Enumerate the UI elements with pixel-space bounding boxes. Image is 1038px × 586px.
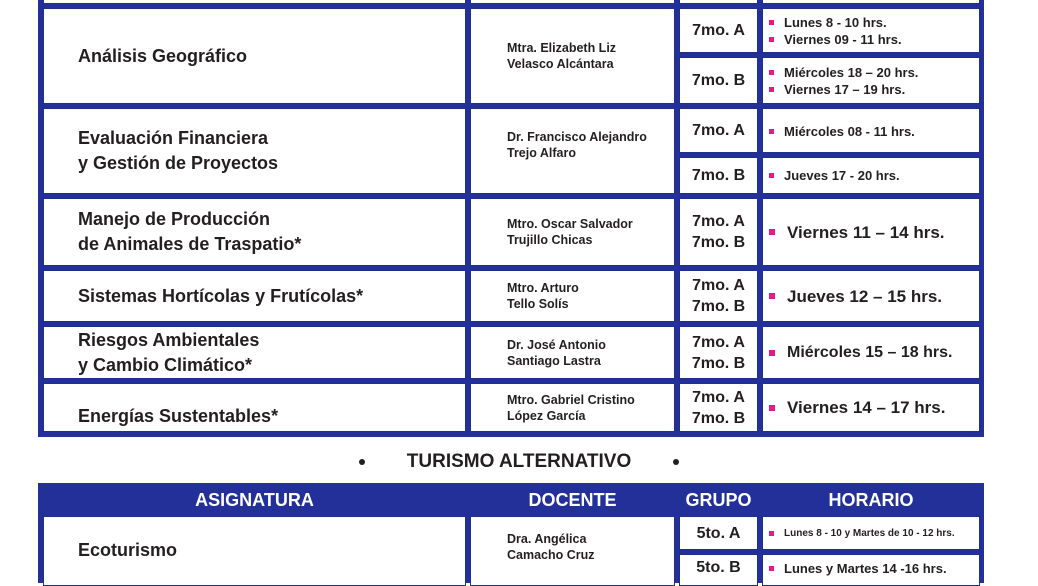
table-row-group: 7mo. A	[679, 8, 758, 53]
table-row-schedule: Lunes 8 - 10 y Martes de 10 - 12 hrs.	[762, 516, 980, 550]
table-row-teacher: Mtro. Oscar Salvador Trujillo Chicas	[470, 198, 675, 266]
table-row-teacher: Dr. Francisco Alejandro Trejo Alfaro	[470, 108, 675, 194]
bullet-icon	[769, 129, 774, 134]
bullet-icon	[769, 293, 775, 299]
table-row-subject: Análisis Geográfico	[43, 8, 466, 104]
table-row-subject: Sistemas Hortícolas y Frutícolas*	[43, 270, 466, 322]
table-row-subject: Energías Sustentables*	[43, 383, 466, 432]
table-row-group: 5to. A	[679, 516, 758, 550]
table-row-schedule: Miércoles 18 – 20 hrs. Viernes 17 – 19 hrs.	[762, 57, 980, 104]
table-row-stub	[679, 0, 758, 4]
table-row-schedule: Viernes 11 – 14 hrs.	[762, 198, 980, 266]
table-row-teacher: Mtro. Gabriel Cristino López García	[470, 383, 675, 432]
table-row-schedule: Jueves 17 - 20 hrs.	[762, 157, 980, 194]
table-row-group: 5to. B	[679, 554, 758, 586]
table-row-schedule: Viernes 14 – 17 hrs.	[762, 383, 980, 432]
table-row-stub	[43, 0, 466, 4]
column-header-group: GRUPO	[685, 489, 752, 510]
table-row-subject: Ecoturismo	[43, 516, 466, 586]
column-header-schedule: HORARIO	[828, 489, 914, 510]
bullet-dot-icon	[673, 459, 679, 465]
table-row-group: 7mo. A 7mo. B	[679, 270, 758, 322]
table-row-group: 7mo. A 7mo. B	[679, 198, 758, 266]
table-row-schedule: Lunes 8 - 10 hrs. Viernes 09 - 11 hrs.	[762, 8, 980, 53]
table-row-schedule: Miércoles 15 – 18 hrs.	[762, 326, 980, 379]
table-row-teacher: Dra. Angélica Camacho Cruz	[470, 516, 675, 586]
table-row-subject: Manejo de Producción de Animales de Traspatio*	[43, 198, 466, 266]
bullet-icon	[769, 87, 774, 92]
section-title-text: TURISMO ALTERNATIVO	[406, 451, 632, 472]
table-row-stub	[762, 0, 980, 4]
bullet-icon	[769, 405, 775, 411]
table-row-group: 7mo. B	[679, 157, 758, 194]
bullet-icon	[769, 229, 775, 235]
table-row-teacher: Mtra. Elizabeth Liz Velasco Alcántara	[470, 8, 675, 104]
section-title	[0, 450, 1038, 474]
column-header-teacher: DOCENTE	[528, 489, 617, 510]
table-row-schedule: Jueves 12 – 15 hrs.	[762, 270, 980, 322]
bullet-icon	[769, 173, 774, 178]
table-row-subject: Riesgos Ambientales y Cambio Climático*	[43, 326, 466, 379]
bullet-icon	[769, 350, 775, 356]
table-row-subject: Evaluación Financiera y Gestión de Proyectos	[43, 108, 466, 194]
bullet-icon	[769, 20, 774, 25]
table-row-stub	[470, 0, 675, 4]
bullet-dot-icon	[359, 459, 365, 465]
table-row-schedule: Lunes y Martes 14 -16 hrs.	[762, 554, 980, 586]
column-header-subject: ASIGNATURA	[195, 489, 314, 510]
table-row-group: 7mo. B	[679, 57, 758, 104]
bullet-icon	[769, 531, 774, 536]
table-row-teacher: Dr. José Antonio Santiago Lastra	[470, 326, 675, 379]
table-row-teacher: Mtro. Arturo Tello Solís	[470, 270, 675, 322]
table-row-group: 7mo. A	[679, 108, 758, 153]
bullet-icon	[769, 37, 774, 42]
table-row-group: 7mo. A 7mo. B	[679, 326, 758, 379]
table-row-group: 7mo. A 7mo. B	[679, 383, 758, 432]
table-row-schedule: Miércoles 08 - 11 hrs.	[762, 108, 980, 153]
bullet-icon	[769, 70, 774, 75]
bullet-icon	[769, 566, 774, 571]
